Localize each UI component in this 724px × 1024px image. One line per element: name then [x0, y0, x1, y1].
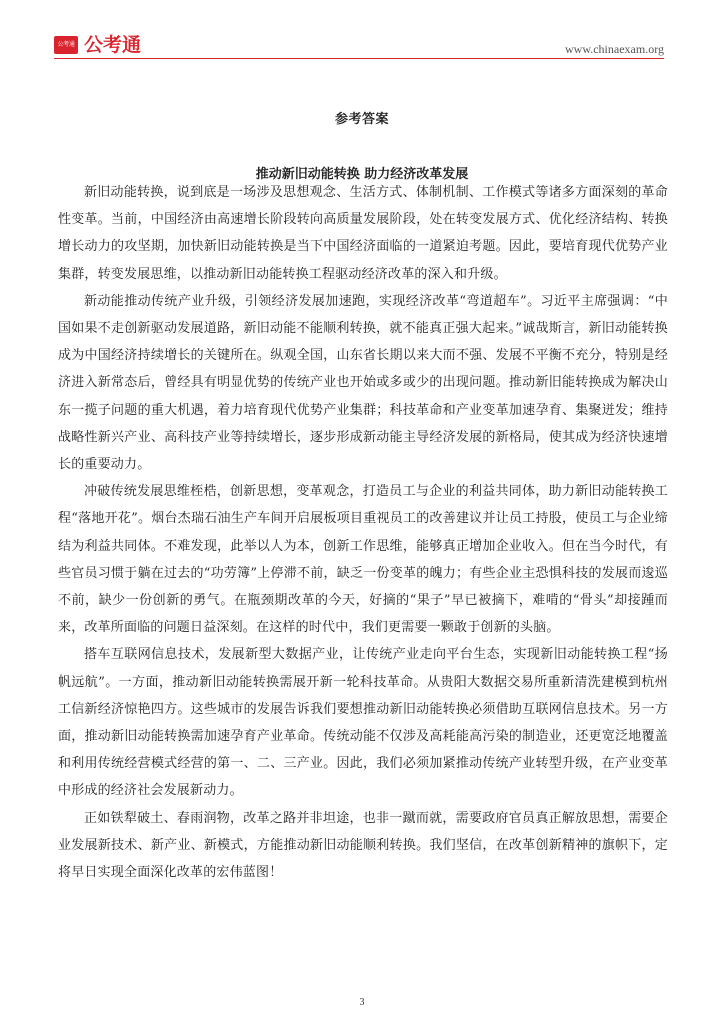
logo-badge: 公考通 — [54, 36, 78, 54]
page-header — [54, 32, 664, 60]
site-url: www.chinaexam.org — [565, 42, 664, 56]
paragraph-2: 新动能推动传统产业升级，引领经济发展加速跑，实现经济改革“弯道超车”。习近平主席强调：“中国如果不走创新驱动发展道路，新旧动能不能顺利转换，就不能真正强大起来。”诚哉斯言，新旧动能转换成为中国经济持续增长的关键所在。纵观全国，山东省长期以来大而不强、发展不平衡不充分，特别是经济进入新常态后，曾经具有明显优势的传统产业也开始或多或少的出现问题。推动新旧能转换成为解决山东一揽子问题的重大机遇，着力培育现代优势产业集群；科技革命和产业变革加速孕育、集聚迸发；维持战略性新兴产业、高科技产业等持续增长，逐步形成新动能主导经济发展的新格局，使其成为经济快速增长的重要动力。 — [58, 293, 668, 473]
paragraph-5: 正如铁犁破土、春雨润物，改革之路并非坦途，也非一蹴而就，需要政府官员真正解放思想，需要企业发展新技术、新产业、新模式，方能推动新旧动能顺利转换。我们坚信，在改革创新精神的旗帜下，定将早日实现全面深化改革的宏伟蓝图！ — [58, 810, 668, 881]
logo-text: 公考通 — [84, 34, 142, 56]
article-body — [58, 179, 668, 886]
paragraph-1: 新旧动能转换，说到底是一场涉及思想观念、生活方式、体制机制、工作模式等诸多方面深刻的革命性变革。当前，中国经济由高速增长阶段转向高质量发展阶段，处在转变发展方式、优化经济结构、转换增长动力的攻坚期，加快新旧动能转换是当下中国经济面临的一道紧迫考题。因此，要培育现代优势产业集群，转变发展思维，以推动新旧动能转换工程驱动经济改革的深入和升级。 — [58, 185, 668, 282]
header-divider — [54, 58, 664, 59]
section-heading: 参考答案 — [334, 112, 389, 127]
paragraph-4: 搭车互联网信息技术，发展新型大数据产业，让传统产业走向平台生态，实现新旧动能转换工程“扬帆远航”。一方面，推动新旧动能转换需展开新一轮科技革命。从贵阳大数据交易所重新清洗建模到杭州工信新经济惊艳四方。这些城市的发展告诉我们要想推动新旧动能转换必须借助互联网信息技术。另一方面，推动新旧动能转换需加速孕育产业革命。传统动能不仅涉及高耗能高污染的制造业，还更宽泛地覆盖和利用传统经营模式经营的第一、二、三产业。因此，我们必须加紧推动传统产业转型升级，在产业变革中形成的经济社会发展新动力。 — [58, 647, 668, 799]
article-title: 推动新旧动能转换 助力经济改革发展 — [255, 167, 469, 182]
page-number: 3 — [359, 997, 365, 1008]
paragraph-3: 冲破传统发展思维桎梏，创新思想，变革观念，打造员工与企业的利益共同体，助力新旧动能转换工程“落地开花”。烟台杰瑞石油生产车间开启展板项目重视员工的改善建议并让员工持股，使员工与企业缔结为利益共同体。不难发现，此举以人为本，创新工作思维，能够真正增加企业收入。但在当今时代，有些官员习惯于躺在过去的“功劳簿”上停滞不前，缺乏一份变革的魄力；有些企业主恐惧科技的发展而逡巡不前，缺少一份创新的勇气。在瓶颈期改革的今天，好摘的“果子”早已被摘下，难啃的“骨头”却接踵而来，改革所面临的问题日益深刻。在这样的时代中，我们更需要一颗敢于创新的头脑。 — [58, 484, 668, 636]
